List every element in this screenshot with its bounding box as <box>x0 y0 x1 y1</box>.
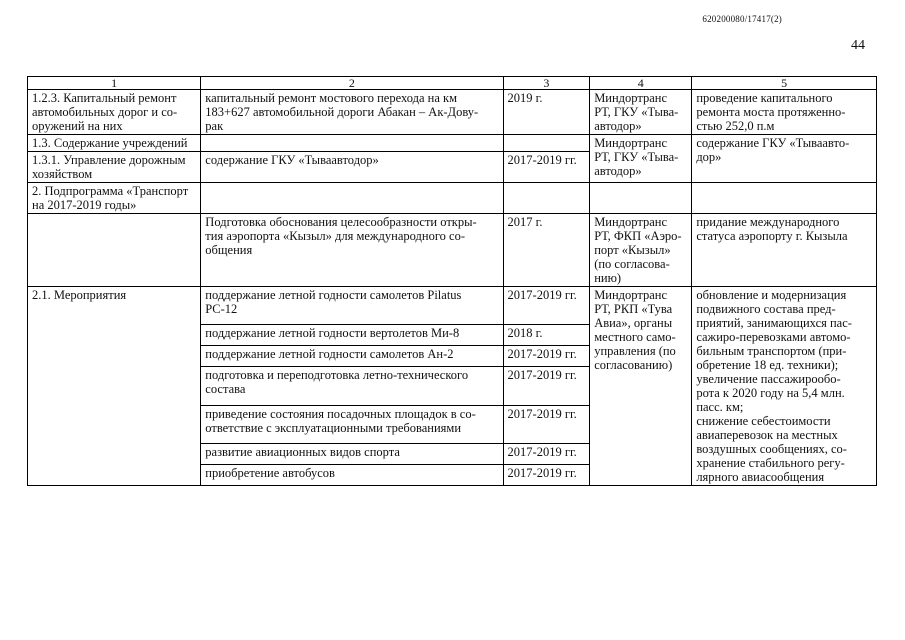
section-cell: 1.2.3. Капитальный ремонт автомобильных дорог и со- оружений на них <box>28 90 201 135</box>
header-col-4: 4 <box>590 77 692 90</box>
executor-cell: Миндортранс РТ, ГКУ «Тыва- автодор» <box>590 135 692 183</box>
result-cell <box>692 183 877 214</box>
activity-cell <box>201 183 503 214</box>
table-row <box>28 214 877 287</box>
table-row <box>28 287 877 325</box>
activity-cell: развитие авиационных видов спорта <box>201 443 503 464</box>
header-col-5: 5 <box>692 77 877 90</box>
period-cell: 2017-2019 гг. <box>503 346 590 367</box>
header-col-1: 1 <box>28 77 201 90</box>
activity-cell: поддержание летной годности вертолетов Ми-8 <box>201 325 503 346</box>
result-cell: проведение капитального ремонта моста протяженно- стью 252,0 п.м <box>692 90 877 135</box>
table-row <box>28 183 877 214</box>
table-row <box>28 90 877 135</box>
result-cell: придание международного статуса аэропорту г. Кызыла <box>692 214 877 287</box>
activity-cell: приобретение автобусов <box>201 464 503 485</box>
activity-cell: Подготовка обоснования целесообразности откры- тия аэропорта «Кызыл» для международного со- общения <box>201 214 503 287</box>
section-cell: 1.3. Содержание учреждений <box>28 135 201 152</box>
activity-cell: капитальный ремонт мостового перехода на км 183+627 автомобильной дороги Абакан – Ак-Дову- рак <box>201 90 503 135</box>
activity-cell: поддержание летной годности самолетов Ан-2 <box>201 346 503 367</box>
activity-cell <box>201 135 503 152</box>
result-cell: содержание ГКУ «Тываавто- дор» <box>692 135 877 183</box>
executor-cell: Миндортранс РТ, ГКУ «Тыва- автодор» <box>590 90 692 135</box>
section-cell: 2.1. Мероприятия <box>28 287 201 486</box>
section-cell: 2. Подпрограмма «Транспорт на 2017-2019 годы» <box>28 183 201 214</box>
activity-cell: содержание ГКУ «Тываавтодор» <box>201 152 503 183</box>
section-cell: 1.3.1. Управление дорожным хозяйством <box>28 152 201 183</box>
program-table <box>27 76 877 486</box>
period-cell: 2018 г. <box>503 325 590 346</box>
period-cell: 2017-2019 гг. <box>503 405 590 443</box>
header-col-3: 3 <box>503 77 590 90</box>
header-row <box>28 77 877 90</box>
activity-cell: поддержание летной годности самолетов Pilatus PC-12 <box>201 287 503 325</box>
section-cell <box>28 214 201 287</box>
period-cell: 2017-2019 гг. <box>503 443 590 464</box>
activity-cell: подготовка и переподготовка летно-технического состава <box>201 367 503 405</box>
period-cell: 2017-2019 гг. <box>503 464 590 485</box>
period-cell: 2019 г. <box>503 90 590 135</box>
table-row <box>28 135 877 152</box>
executor-cell: Миндортранс РТ, ФКП «Аэро- порт «Кызыл» (по согласова- нию) <box>590 214 692 287</box>
document-code: 620200080/17417(2) <box>702 14 782 24</box>
activity-cell: приведение состояния посадочных площадок в со- ответствие с эксплуатационными требованиями <box>201 405 503 443</box>
result-cell: обновление и модернизация подвижного состава пред- приятий, занимающихся пас- сажиро-перевозками автомо- бильным транспортом (при- обретение 18 ед. техники); увеличение пассажирообо- рота к 2020 году на 5,4 млн. пасс. км; снижение себестоимости авиаперевозок на местных воздушных сообщениях, со- хранение стабильного регу- лярного авиасообщения <box>692 287 877 486</box>
period-cell: 2017-2019 гг. <box>503 367 590 405</box>
period-cell: 2017-2019 гг. <box>503 287 590 325</box>
executor-cell: Миндортранс РТ, РКП «Тува Авиа», органы местного само- управления (по согласованию) <box>590 287 692 486</box>
page-number: 44 <box>851 38 865 53</box>
period-cell: 2017 г. <box>503 214 590 287</box>
period-cell <box>503 183 590 214</box>
period-cell <box>503 135 590 152</box>
header-col-2: 2 <box>201 77 503 90</box>
period-cell: 2017-2019 гг. <box>503 152 590 183</box>
executor-cell <box>590 183 692 214</box>
